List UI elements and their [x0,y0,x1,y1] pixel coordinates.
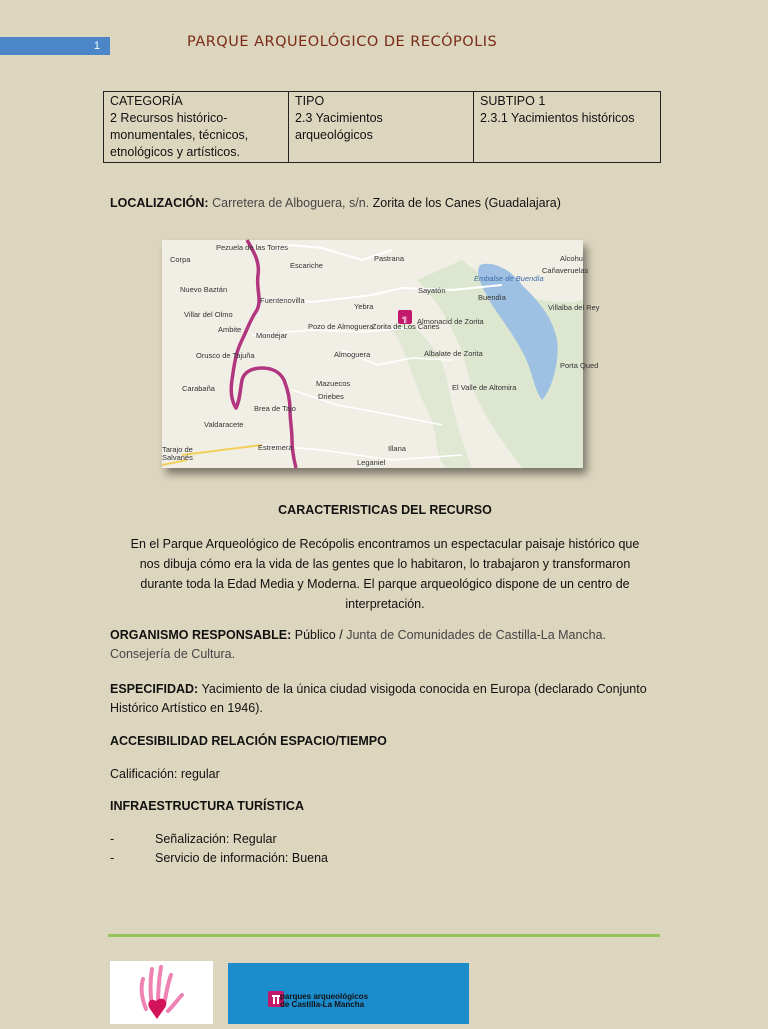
map-label: Leganiel [357,458,386,467]
map-label: Porta Qued [560,361,599,370]
map-label: Villar del Olmo [184,310,233,319]
type-line: 2.3 Yacimientos [295,111,383,125]
organism-label: ORGANISMO RESPONSABLE: [110,628,292,642]
category-cell [104,92,289,163]
map-label: Villalba del Rey [548,303,600,312]
category-line: etnológicos y artísticos. [110,145,240,159]
description-line: durante toda la Edad Media y Moderna. El parque arqueológico dispone de un centro de [140,577,630,591]
map-label: Alcohu [560,254,583,263]
document-title: PARQUE ARQUEOLÓGICO DE RECÓPOLIS [187,34,498,50]
list-dash: - [110,851,115,865]
map-label: Pezuela de las Torres [216,243,288,252]
location-town: Zorita de los Canes (Guadalajara) [372,196,561,210]
category-line: monumentales, técnicos, [110,128,249,142]
map-label: Tarajo de Salvanés [162,445,193,462]
subtype-header: SUBTIPO 1 [480,94,546,108]
list-item-text: Servicio de información: Buena [155,851,329,865]
infrastructure-title: INFRAESTRUCTURA TURÍSTICA [110,799,304,813]
map-label: Sayatón [418,286,446,295]
organism-block [110,626,606,664]
specificity-label: ESPECIFIDAD: [110,682,199,696]
page-number-bar [0,37,110,55]
map-label: Buendía [478,293,506,302]
category-table [103,91,661,163]
logo-text-line2: de Castilla-La Mancha [280,1000,365,1009]
map-label: Almonacid de Zorita [417,317,484,326]
organism-value: Público / [294,628,343,642]
map-label: Pozo de Almoguera [308,322,374,331]
category-line: 2 Recursos histórico- [110,111,228,125]
map-label: Corpa [170,255,191,264]
organism-entity: Junta de Comunidades de Castilla-La Mancha. [346,628,607,642]
footer-rule [108,934,660,937]
page-number: 1 [93,40,100,52]
map-label: Ambite [218,325,242,334]
map-label: Valdaracete [204,420,244,429]
location-address: Carretera de Alboguera, s/n. [212,196,370,210]
map-label: Brea de Tajo [254,404,296,413]
map-label: Estremera [258,443,293,452]
list-dash: - [110,832,115,846]
description [110,534,660,614]
infrastructure-list [110,830,328,868]
section-title: CARACTERISTICAS DEL RECURSO [278,503,492,517]
map-label: Escariche [290,261,323,270]
type-header: TIPO [295,94,325,108]
type-line: arqueológicos [295,128,373,142]
logo-text-line1: parques arqueológicos [280,992,369,1001]
map-label: Yebra [354,302,374,311]
accessibility-title: ACCESIBILIDAD RELACIÓN ESPACIO/TIEMPO [110,734,387,748]
description-line: nos dibuja cómo era la vida de las gentes que lo habitaron, lo trabajaron y transformaron [139,557,631,571]
specificity-block [110,680,647,718]
hand-heart-icon [110,961,213,1024]
map-label: Embalse de Buendía [474,274,544,283]
organism-entity-line2: Consejería de Cultura. [110,647,236,661]
map-label: Fuentenovilla [260,296,305,305]
svg-text:╗: ╗ [402,314,408,324]
list-item [110,849,328,868]
location-label: LOCALIZACIÓN: [110,196,209,210]
subtype-cell [474,92,661,163]
accessibility-rating: Calificación: regular [110,767,220,781]
logo-text [280,993,368,1009]
type-cell [289,92,474,163]
map-label: Cañaveruelas [542,266,589,275]
location-line [110,194,561,213]
list-item-text: Señalización: Regular [155,832,277,846]
description-line: interpretación. [345,597,425,611]
map-label: Almoguera [334,350,371,359]
map-label: El Valle de Altomira [452,383,517,392]
map-label: Nuevo Baztán [180,285,228,294]
map-label: Carabaña [182,384,215,393]
map-label: Mondéjar [256,331,288,340]
parques-arqueologicos-logo [228,963,469,1024]
map-label: Illana [388,444,406,453]
category-header: CATEGORÍA [110,94,183,108]
map-label: Mazuecos [316,379,351,388]
map-label: Pastrana [374,254,405,263]
subtype-line: 2.3.1 Yacimientos históricos [480,111,635,125]
map-label: Albalate de Zorita [424,349,483,358]
hand-heart-logo [110,961,213,1024]
map-label: Driebes [318,392,344,401]
list-item [110,830,328,849]
location-map [162,240,600,468]
map-label: Orusco de Tajuña [196,351,255,360]
specificity-line2: Histórico Artístico en 1946). [110,701,263,715]
specificity-line1: Yacimiento de la única ciudad visigoda conocida en Europa (declarado Conjunto [201,682,647,696]
map-label: Zorita de Los Canes [372,322,440,331]
description-line: En el Parque Arqueológico de Recópolis encontramos un espectacular paisaje histórico que [130,537,640,551]
